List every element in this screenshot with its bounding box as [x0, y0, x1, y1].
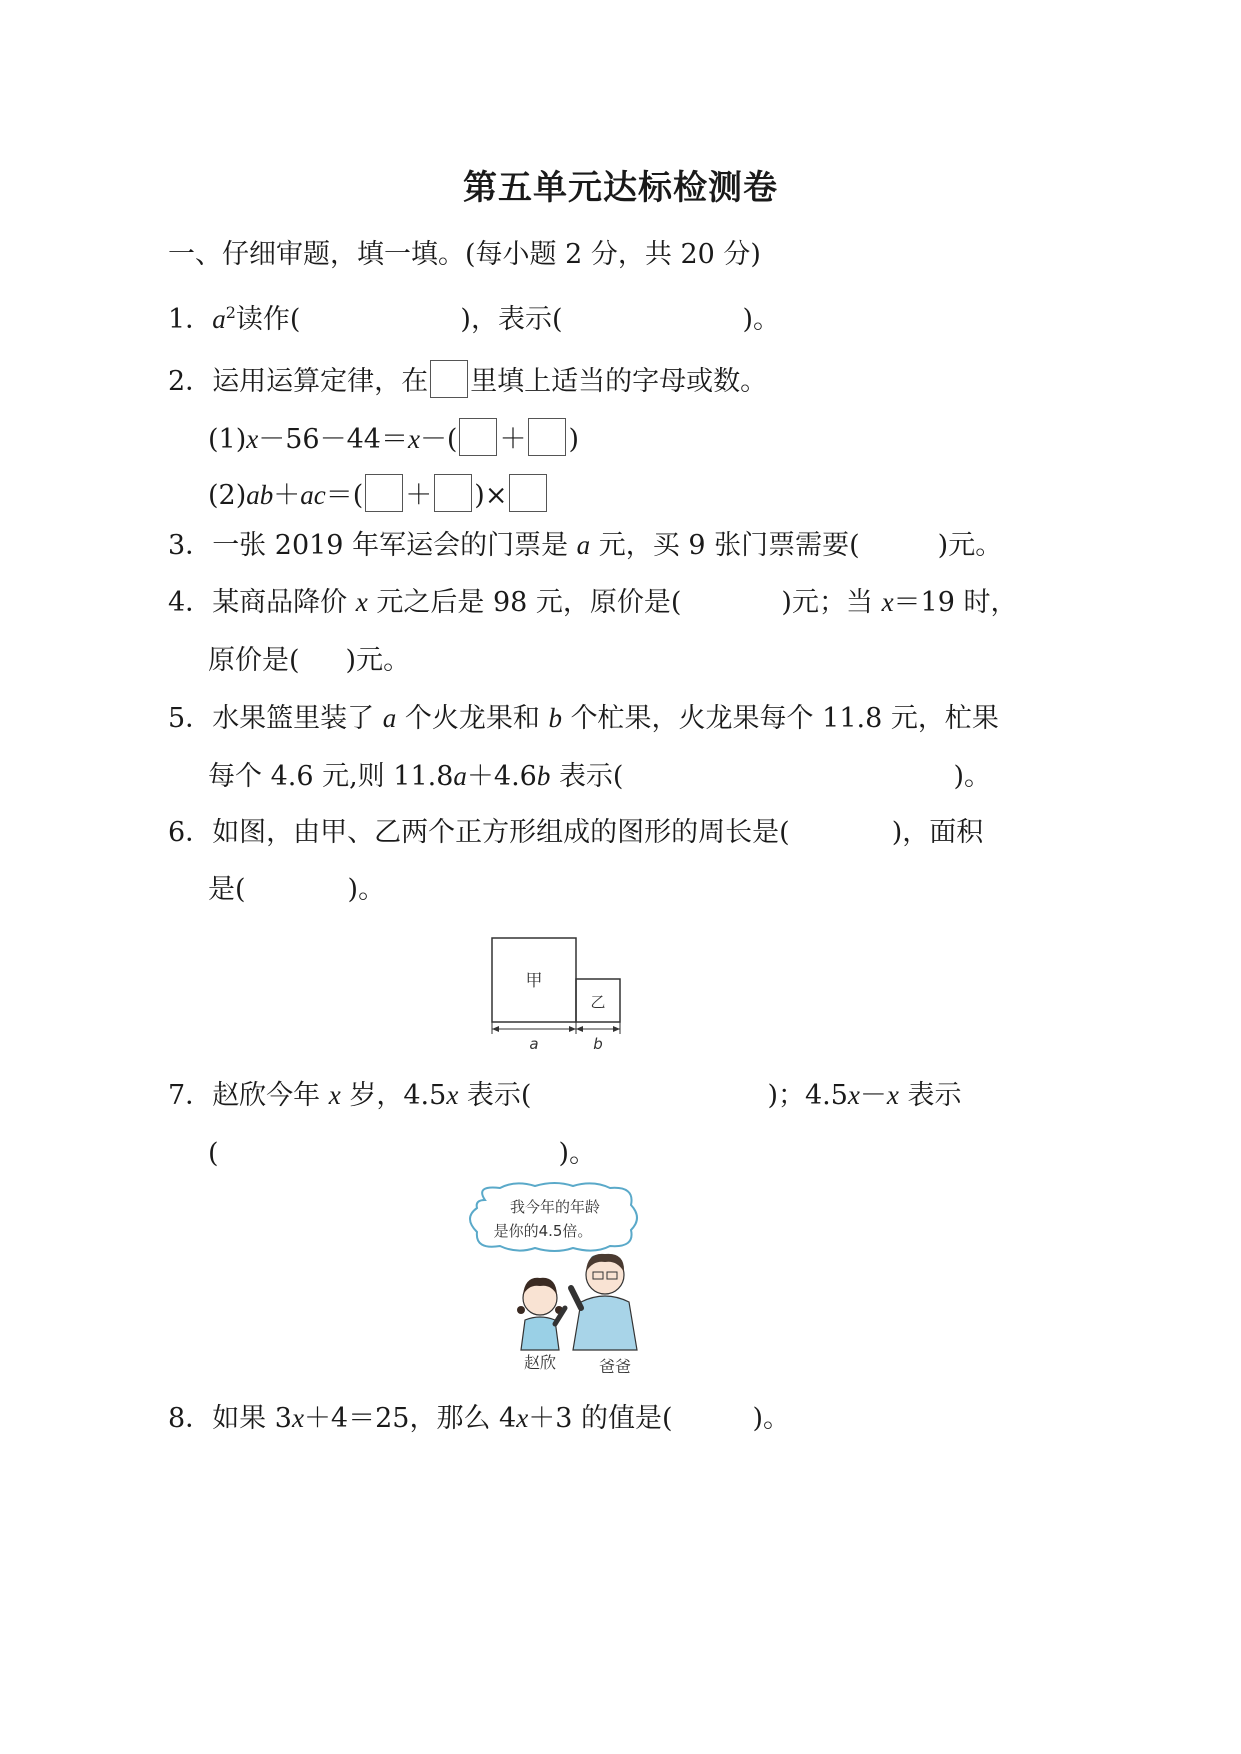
- q8-text2: ＋4＝25，那么 4: [303, 1403, 517, 1434]
- father-daughter-illustration: [455, 1180, 655, 1385]
- question-4-line2: [208, 643, 410, 679]
- question-8: [168, 1400, 790, 1437]
- squares-figure: [480, 930, 640, 1055]
- question-2-part-2: [208, 474, 549, 514]
- question-4: [168, 584, 1018, 621]
- q7-text1: 赵欣今年: [212, 1080, 321, 1111]
- girl-braid: [517, 1306, 525, 1314]
- q7-var3: x: [847, 1080, 860, 1110]
- q4-text3: )元；当: [781, 587, 873, 618]
- q5-number: 5．: [168, 703, 213, 734]
- q2-p1-var2: x: [407, 424, 420, 454]
- q2-p2-box1[interactable]: [365, 474, 403, 512]
- q5-var-a2: a: [453, 761, 467, 791]
- q3-text3: )元。: [937, 530, 1003, 561]
- question-3: [168, 527, 1002, 564]
- q2-p1-var: x: [246, 424, 259, 454]
- sample-box: [430, 360, 468, 398]
- section-heading: 一、仔细审题，填一填。(每小题 2 分，共 20 分): [168, 239, 761, 270]
- label-b: b: [593, 1035, 603, 1053]
- q2-p2-times: )×: [474, 480, 508, 511]
- q5-text2: 个火龙果和: [404, 703, 540, 734]
- label-a: a: [529, 1035, 539, 1053]
- q3-text2: 元，买 9 张门票需要(: [598, 530, 860, 561]
- q7-var: x: [328, 1080, 341, 1110]
- q4-var: x: [355, 587, 368, 617]
- arrow-icon: [569, 1026, 576, 1032]
- q5-text1: 水果篮里装了: [212, 703, 375, 734]
- q5-text7: )。: [953, 761, 992, 792]
- q2-p2-box3[interactable]: [509, 474, 547, 512]
- q8-var2: x: [516, 1403, 529, 1433]
- q6-text4: )。: [347, 874, 386, 905]
- dad-label: 爸爸: [598, 1357, 632, 1376]
- q2-p1-close: ): [568, 424, 580, 455]
- q5-var-a: a: [382, 703, 397, 733]
- question-2-part-1: [208, 418, 579, 458]
- label-jia: 甲: [525, 971, 543, 991]
- q4-text2: 元之后是 98 元，原价是(: [376, 587, 682, 618]
- question-2: [168, 360, 767, 400]
- question-5-line2: [208, 758, 991, 795]
- q7-text5: －: [859, 1080, 887, 1111]
- girl-body: [521, 1317, 559, 1350]
- arrow-icon: [492, 1026, 499, 1032]
- q1-text3: )。: [742, 304, 781, 335]
- arrow-icon: [613, 1026, 620, 1032]
- speech-bubble: [470, 1183, 637, 1251]
- q7-text6: 表示: [907, 1080, 962, 1111]
- label-yi: 乙: [590, 993, 606, 1011]
- q8-var: x: [291, 1403, 304, 1433]
- q6-text1: 如图，由甲、乙两个正方形组成的图形的周长是(: [212, 817, 790, 848]
- q3-var: a: [576, 530, 591, 560]
- q4-var2: x: [881, 587, 894, 617]
- q7-number: 7．: [168, 1080, 213, 1111]
- q2-number: 2．: [168, 366, 213, 397]
- bubble-line-2: 是你的4.5倍。: [493, 1222, 593, 1240]
- q2-p1-label: (1): [208, 424, 247, 455]
- q2-p1-plus: ＋: [499, 424, 527, 455]
- dad-arm: [571, 1288, 581, 1308]
- q2-p1-text2: －(: [419, 424, 458, 455]
- q2-p2-label: (2): [208, 480, 247, 511]
- q7-text2: 岁，4.5: [349, 1080, 447, 1111]
- q7-var4: x: [886, 1080, 899, 1110]
- q2-p2-ab: ab: [246, 480, 274, 510]
- arrow-icon: [576, 1026, 583, 1032]
- q8-text3: ＋3 的值是(: [528, 1403, 673, 1434]
- q3-number: 3．: [168, 530, 213, 561]
- girl-label: 赵欣: [523, 1353, 557, 1372]
- q2-p1-box2[interactable]: [528, 418, 566, 456]
- q2-p1-text: －56－44＝: [258, 424, 408, 455]
- q8-number: 8．: [168, 1403, 213, 1434]
- q6-text3: 是(: [208, 874, 246, 905]
- q5-var-b: b: [548, 703, 562, 733]
- q2-p2-plus: ＋: [273, 480, 301, 511]
- q2-p2-box2[interactable]: [434, 474, 472, 512]
- q1-sup: 2: [225, 303, 236, 322]
- q2-p2-eq: ＝(: [325, 480, 364, 511]
- q7-text3: 表示(: [466, 1080, 532, 1111]
- q5-text4: 每个 4.6 元,则 11.8: [208, 761, 454, 792]
- question-6: [168, 815, 983, 851]
- q5-text3: 个杧果，火龙果每个 11.8 元，杧果: [570, 703, 999, 734]
- q4-text1: 某商品降价: [212, 587, 348, 618]
- q1-number: 1．: [168, 304, 213, 335]
- q6-number: 6．: [168, 817, 213, 848]
- q3-text1: 一张 2019 年军运会的门票是: [212, 530, 569, 561]
- question-7-line2: [208, 1136, 596, 1172]
- question-1: [168, 295, 780, 338]
- q5-text6: 表示(: [558, 761, 624, 792]
- q4-text4: ＝19 时，: [893, 587, 1018, 618]
- q2-p2-plus2: ＋: [405, 480, 433, 511]
- q1-text2: )，表示(: [460, 304, 563, 335]
- q7-text8: )。: [558, 1138, 597, 1169]
- dad-body: [573, 1296, 637, 1350]
- q2-p2-ac: ac: [300, 480, 326, 510]
- bubble-line-1: 我今年的年龄: [509, 1198, 601, 1216]
- q7-text7: (: [208, 1138, 219, 1169]
- q2-text1: 运用运算定律，在: [212, 366, 429, 397]
- q4-number: 4．: [168, 587, 213, 618]
- question-7: [168, 1077, 961, 1114]
- q7-text4: )；4.5: [767, 1080, 848, 1111]
- q1-var: a: [212, 304, 226, 334]
- q2-p1-box1[interactable]: [459, 418, 497, 456]
- page-title: 第五单元达标检测卷: [463, 168, 778, 208]
- question-6-line2: [208, 872, 385, 908]
- q4-text5: 原价是(: [208, 645, 300, 676]
- q4-text6: )元。: [345, 645, 411, 676]
- q2-text2: 里填上适当的字母或数。: [470, 366, 768, 397]
- question-5: [168, 700, 999, 737]
- q1-text1: 读作(: [235, 304, 301, 335]
- q5-var-b2: b: [536, 761, 551, 791]
- q8-text1: 如果 3: [212, 1403, 292, 1434]
- q6-text2: )，面积: [891, 817, 984, 848]
- q7-var2: x: [446, 1080, 459, 1110]
- q8-text4: )。: [752, 1403, 791, 1434]
- q5-text5: ＋4.6: [466, 761, 537, 792]
